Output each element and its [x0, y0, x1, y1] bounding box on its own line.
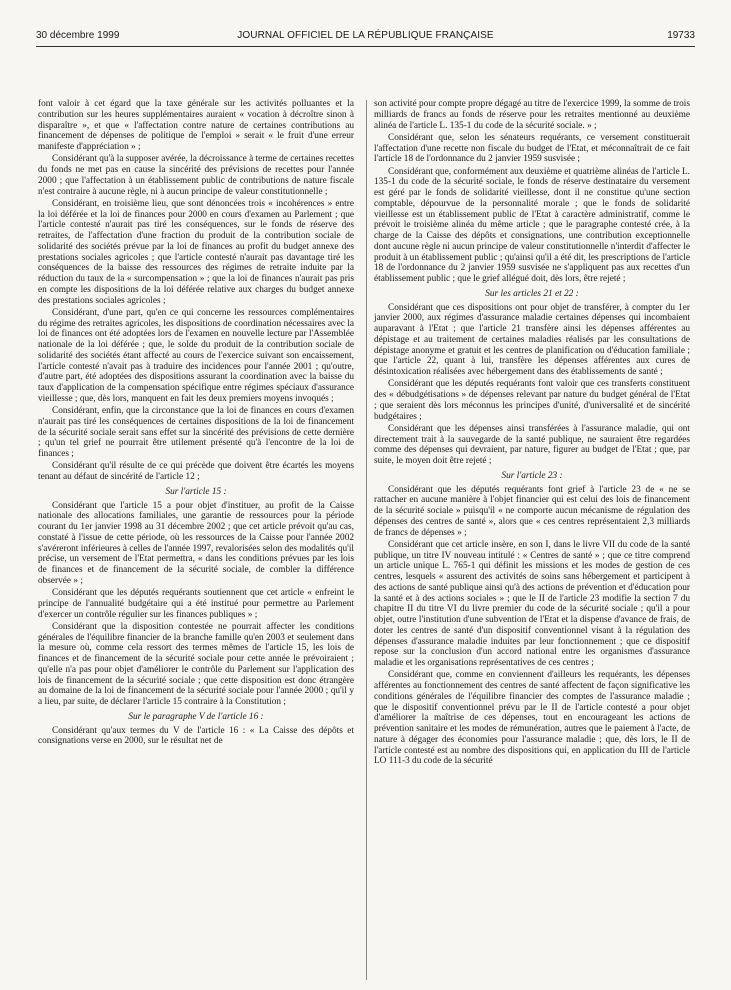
paragraph: Considérant que ces dispositions ont pour objet de transférer, à compter du 1er janvier 2000, aux régimes d'assurance maladie certaines dépenses qui incombaient auparavant à l'Etat ; que l'article 21 transfère ainsi les dépenses afférentes au dépistage et au traitement de certaines maladies réalisés par les consultations de dépistage anonyme et gratuit et les centres de planification ou d'éducation familiale ; que l'article 22, quant à lui, transfère les dépenses afférentes aux cures de désintoxication réalisées avec hébergement dans des établissements de santé ; — [374, 302, 690, 377]
page-header — [36, 30, 695, 46]
left-column — [38, 99, 354, 749]
paragraph: Considérant qu'à la supposer avérée, la décroissance à terme de certaines recettes du fonds ne met pas en cause la sincérité des prévisions de recettes pour l'année 2000 ; que l'affectation à un établissement public de contributions de nature fiscale n'est contraire à aucune règle, ni à aucun principe de valeur constitutionnelle ; — [38, 154, 354, 197]
paragraph: Considérant que les députés requérants soutiennent que cet article « enfreint le principe de l'annualité budgétaire qui a été institué pour permettre au Parlement d'exercer un contrôle régulier sur les finances publiques » ; — [38, 588, 354, 620]
paragraph: Considérant, enfin, que la circonstance que la loi de finances en cours d'examen n'aurait pas tiré les conséquences de certaines dispositions de la loi de financement de la sécurité sociale serait sans effet sur la sincérité des prévisions de cette dernière ; qu'un tel grief ne pourrait être utilement présenté qu'à l'encontre de la loi de finances ; — [38, 406, 354, 459]
paragraph: Considérant que les dépenses ainsi transférées à l'assurance maladie, qui ont directement trait à la sauvegarde de la santé publique, ne sauraient être regardées comme des dépenses qui devraient, par nature, figurer au budget de l'Etat ; que, par suite, le moyen doit être rejeté ; — [374, 423, 690, 466]
page-number: 19733 — [667, 30, 695, 41]
paragraph: Considérant que les députés requérants font grief à l'article 23 de « ne se rattacher en aucune manière à l'objet financier qui est celui des lois de financement de la sécurité sociale » puisqu'il « ne comporte aucun mécanisme de régulation des dépenses des centres de santé », alors que « ces centres représentaient 2,3 milliards de francs de dépenses » ; — [374, 484, 690, 538]
paragraph: Considérant, d'une part, qu'en ce qui concerne les ressources complémentaires du régime des retraites agricoles, les dispositions de coordination nécessaires avec la loi de finances ont été adoptées lors de l'examen en nouvelle lecture par l'Assemblée nationale de la loi déférée ; que, le solde du produit de la contribution sociale de solidarité des sociétés étant affecté au cours de l'exercice suivant son encaissement, l'article contesté n'avait pas à traduire des incidences pour l'année 2001 ; qu'outre, d'autre part, été adoptées des dispositions assurant la coordination avec la baisse du taux d'application de la compensation spécifique entre régimes spéciaux d'assurance vieillesse ; que, dès lors, manquent en fait les deux premiers moyens invoqués ; — [38, 307, 354, 404]
issue-date: 30 décembre 1999 — [36, 30, 120, 41]
header-rule — [36, 46, 695, 47]
paragraph: Considérant que, selon les sénateurs requérants, ce versement constituerait l'affectation d'une recette non fiscale du budget de l'Etat, et méconnaîtrait de ce fait l'article 18 de l'ordonnance du 2 janvier 1959 susvisée ; — [374, 132, 690, 165]
right-column — [374, 99, 690, 769]
section-heading: Sur l'article 23 : — [501, 470, 563, 481]
section-heading: Sur le paragraphe V de l'article 16 : — [128, 711, 264, 722]
paragraph: Considérant qu'il résulte de ce qui précède que doivent être écartés les moyens tenant au défaut de sincérité de l'article 12 ; — [38, 461, 354, 482]
paragraph: Considérant que, comme en conviennent d'ailleurs les requérants, les dépenses afférentes au fonctionnement des centres de santé affectent de façon significative les conditions générales de l'équilibre financier des comptes de l'assurance maladie ; que le dispositif conventionnel prévu par le II de l'article contesté a pour objet d'améliorer la maîtrise de ces dépenses, tout en encourageant les actions de prévention sanitaire et les modes de rémunération, autres que le paiement à l'acte, de nature à dégager des économies pour l'assurance maladie ; que, dès lors, le II de l'article contesté est au nombre des dispositions qui, en application du III de l'article LO 111-3 du code de la sécurité — [374, 670, 690, 767]
paragraph: Considérant que les députés requérants font valoir que ces transferts constituent des « débudgétisations » de dépenses relevant par nature du budget général de l'Etat ; que seraient dès lors méconnus les principes d'unité, d'universalité et de sincérité budgétaires ; — [374, 379, 690, 422]
paragraph: font valoir à cet égard que la taxe générale sur les activités polluantes et la contribution sur les heures supplémentaires auraient « vocation à décroître sinon à disparaître », et que « l'affectation contre nature de certaines contributions au financement de dépenses de politique de l'emploi » serait « le fruit d'une erreur manifeste d'appréciation » ; — [38, 99, 354, 152]
paragraph: son activité pour compte propre dégagé au titre de l'exercice 1999, la somme de trois milliards de francs au fonds de réserve pour les retraites mentionné au deuxième alinéa de l'article L. 135-1 du code de la sécurité sociale. » ; — [374, 99, 690, 131]
paragraph: Considérant que, conformément aux deuxième et quatrième alinéas de l'article L. 135-1 du code de la sécurité sociale, le fonds de réserve destinataire du versement est géré par le fonds de solidarité vieillesse, dont il ne constitue qu'une section comptable, dépourvue de la personnalité morale ; que le fonds de solidarité vieillesse est un établissement public de l'Etat à caractère administratif, comme le prévoit le troisième alinéa du même article ; que le paragraphe contesté crée, à la charge de la Caisse des dépôts et consignations, une contribution exceptionnelle dont aucune règle ni aucun principe de valeur constitutionnelle n'interdit d'affecter le produit à un établissement public ; qu'ainsi qu'il a été dit, les prescriptions de l'article 18 de l'ordonnance du 2 janvier 1959 susvisée ne s'appliquent pas aux recettes d'un établissement public ; que le grief allégué doit, dès lors, être rejeté ; — [374, 166, 690, 284]
paragraph: Considérant que cet article insère, en son I, dans le livre VII du code de la santé publique, un titre IV nouveau intitulé : « Centres de santé » ; que ce titre comprend un article unique L. 765-1 qui définit les missions et les modes de gestion de ces centres, lesquels « assurent des activités de soins sans hébergement et participent à des actions de santé publique ainsi qu'à des actions de prévention et d'éducation pour la santé et à des actions sociales » ; que le II de l'article 23 modifie la section 7 du chapitre II du titre VI du livre premier du code de la sécurité sociale ; qu'il a pour objet, outre l'institution d'une subvention de l'Etat et la dispense d'avance de frais, de doter les centres de santé d'un dispositif conventionnel visant à la régulation des dépenses d'assurance maladie induites par leur fonctionnement ; que ce dispositif repose sur la conclusion d'un accord national entre les organismes d'assurance maladie et les organisations représentatives de ces centres ; — [374, 539, 690, 668]
journal-title: JOURNAL OFFICIEL DE LA RÉPUBLIQUE FRANÇAISE — [237, 30, 494, 41]
paragraph: Considérant que l'article 15 a pour objet d'instituer, au profit de la Caisse nationale des allocations familiales, une garantie de ressources pour la période courant du 1er janvier 1998 au 31 décembre 2002 ; que cet article prévoit qu'au cas, constaté à l'issue de cette période, où les ressources de la Caisse pour l'année 2002 s'avéreront inférieures à celles de l'année 1997, revalorisées selon des modalités qu'il précise, un versement de l'Etat permettra, « dans les conditions prévues par les lois de finances et de financement de la sécurité sociale, de combler la différence observée » ; — [38, 500, 354, 586]
section-heading: Sur les articles 21 et 22 : — [485, 288, 579, 299]
paragraph: Considérant que la disposition contestée ne pourrait affecter les conditions générales de l'équilibre financier de la branche famille qu'en 2003 et seulement dans la mesure où, comme cela ressort des termes mêmes de l'article 15, les lois de finances et de financement de la sécurité sociale pour cette année le prévoiraient ; qu'elle n'a pas pour objet d'améliorer le contrôle du Parlement sur l'application des lois de financement de la sécurité sociale ; que cette disposition est donc étrangère au domaine de la loi de financement de la sécurité sociale pour l'année 2000 ; qu'il y a lieu, par suite, de déclarer l'article 15 contraire à la Constitution ; — [38, 621, 354, 707]
section-heading: Sur l'article 15 : — [165, 486, 227, 497]
paragraph: Considérant qu'aux termes du V de l'article 16 : « La Caisse des dépôts et consignations verse en 2000, sur le résultat net de — [38, 725, 354, 747]
paragraph: Considérant, en troisième lieu, que sont dénoncées trois « incohérences » entre la loi déférée et la loi de finances pour 2000 en cours d'examen au Parlement ; que l'article contesté n'aurait pas tiré les conséquences, sur le fonds de réserve des retraites, de l'affectation d'une fraction du produit de la contribution sociale de solidarité des sociétés prévue par la loi de finances au profit du budget annexe des prestations sociales agricoles ; que l'article contesté n'aurait pas davantage tiré les conséquences de la baisse des ressources des régimes de retraite induite par la réduction du taux de la « surcompensation » ; que la loi de finances n'aurait pas pris en compte les dispositions de la loi déférée relative aux charges du budget annexe des prestations sociales agricoles ; — [38, 198, 354, 306]
column-divider — [366, 100, 367, 980]
